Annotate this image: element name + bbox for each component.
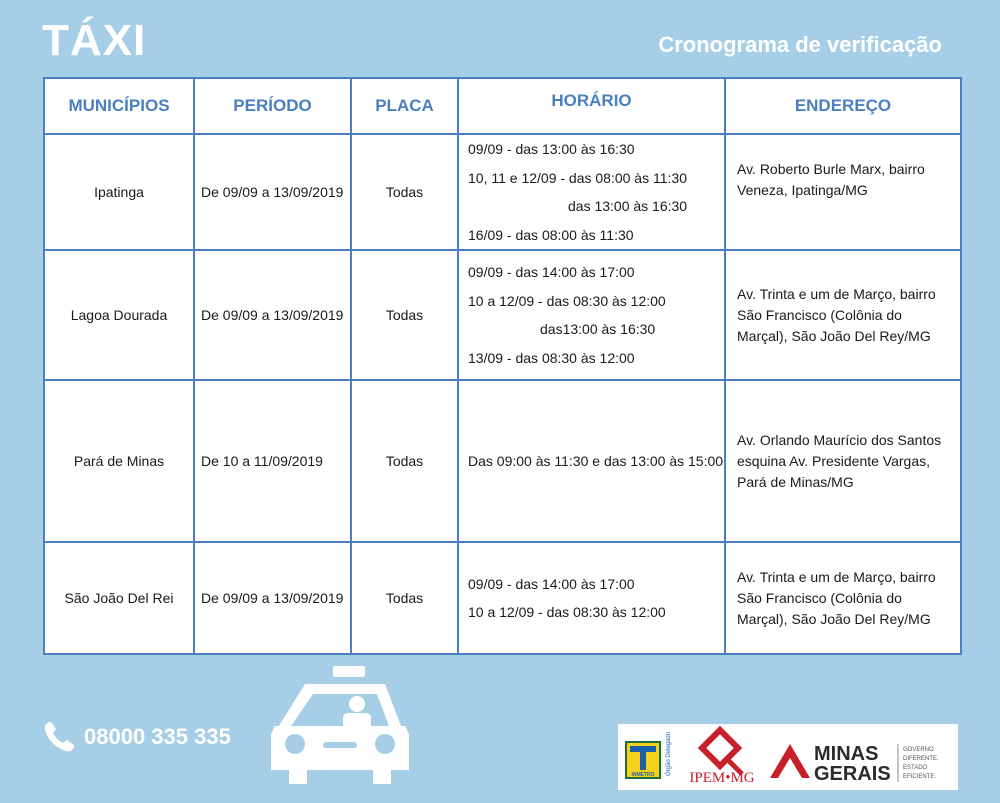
cell-municipio: Ipatinga xyxy=(44,134,194,250)
partner-logos xyxy=(618,724,958,790)
cell-horario xyxy=(458,134,725,250)
horario-line: 09/09 - das 14:00 às 17:00 xyxy=(468,575,635,592)
horario-line: das13:00 às 16:30 xyxy=(540,321,656,337)
ipem-name: IPEM•MG xyxy=(689,770,755,786)
table-row xyxy=(44,542,961,654)
cell-placa: Todas xyxy=(351,250,458,380)
horario-line: 10, 11 e 12/09 - das 08:00 às 11:30 xyxy=(468,169,687,186)
cell-municipio: Lagoa Dourada xyxy=(44,250,194,380)
horario-line: 16/09 - das 08:00 às 11:30 xyxy=(468,226,634,243)
cell-periodo: De 09/09 a 13/09/2019 xyxy=(194,250,351,380)
cell-periodo: De 10 a 11/09/2019 xyxy=(194,380,351,542)
cell-periodo: De 09/09 a 13/09/2019 xyxy=(194,134,351,250)
horario-line: das 13:00 às 16:30 xyxy=(568,198,688,214)
table-row xyxy=(44,250,961,380)
page-title: TÁXI xyxy=(42,16,147,65)
ipem-logo xyxy=(689,730,754,786)
cell-periodo: De 09/09 a 13/09/2019 xyxy=(194,542,351,654)
header-placa: PLACA xyxy=(351,78,458,134)
table-header-row xyxy=(44,78,961,134)
minas-text: MINAS xyxy=(814,743,879,765)
page-subtitle: Cronograma de verificação xyxy=(658,32,942,57)
header-periodo: PERÍODO xyxy=(194,78,351,134)
horario-line: 09/09 - das 14:00 às 17:00 xyxy=(468,264,635,280)
gerais-text: GERAIS xyxy=(814,763,891,785)
phone-icon xyxy=(40,718,78,756)
phone-number[interactable]: 08000 335 335 xyxy=(84,724,231,749)
cell-horario xyxy=(458,250,725,380)
horario-line: 13/09 - das 08:30 às 12:00 xyxy=(468,349,635,366)
horario-line: Das 09:00 às 11:30 e das 13:00 às 15:00 xyxy=(468,452,724,469)
header-endereco: ENDEREÇO xyxy=(725,78,961,134)
table-row xyxy=(44,380,961,542)
horario-line: 10 a 12/09 - das 08:30 às 12:00 xyxy=(468,604,666,620)
cell-horario xyxy=(458,380,725,542)
cell-municipio: São João Del Rei xyxy=(44,542,194,654)
cell-endereco: Av. Trinta e um de Março, bairro São Francisco (Colônia do Marçal), São João Del Rey/MG xyxy=(725,542,961,654)
governo-line: DIFERENTE. xyxy=(903,756,939,762)
cell-placa: Todas xyxy=(351,542,458,654)
schedule-table xyxy=(43,77,962,655)
inmetro-logo xyxy=(626,731,672,778)
logos-bar xyxy=(618,724,958,790)
horario-line: 09/09 - das 13:00 às 16:30 xyxy=(468,141,635,157)
header-municipios: MUNICÍPIOS xyxy=(44,78,194,134)
horario-line: 10 a 12/09 - das 08:30 às 12:00 xyxy=(468,292,666,309)
governo-line: ESTADO xyxy=(903,765,928,771)
cell-endereco: Av. Trinta e um de Março, bairro São Francisco (Colônia do Marçal), São João Del Rey/MG xyxy=(725,250,961,380)
cell-placa: Todas xyxy=(351,134,458,250)
inmetro-tag: Órgão Delegado xyxy=(666,731,672,776)
header-horario: HORÁRIO xyxy=(458,78,725,134)
governo-line: GOVERNO xyxy=(903,747,934,753)
cell-endereco: Av. Orlando Maurício dos Santos esquina Av. Presidente Vargas, Pará de Minas/MG xyxy=(725,380,961,542)
phone-contact[interactable] xyxy=(40,718,231,756)
table-row xyxy=(44,134,961,250)
cell-municipio: Pará de Minas xyxy=(44,380,194,542)
cell-horario xyxy=(458,542,725,654)
cell-endereco: Av. Roberto Burle Marx, bairro Veneza, Ipatinga/MG xyxy=(725,134,961,250)
minas-gerais-logo xyxy=(770,743,939,785)
taxi-icon xyxy=(265,664,415,790)
cell-placa: Todas xyxy=(351,380,458,542)
governo-line: EFICIENTE. xyxy=(903,774,937,780)
inmetro-name: INMETRO xyxy=(631,772,655,778)
